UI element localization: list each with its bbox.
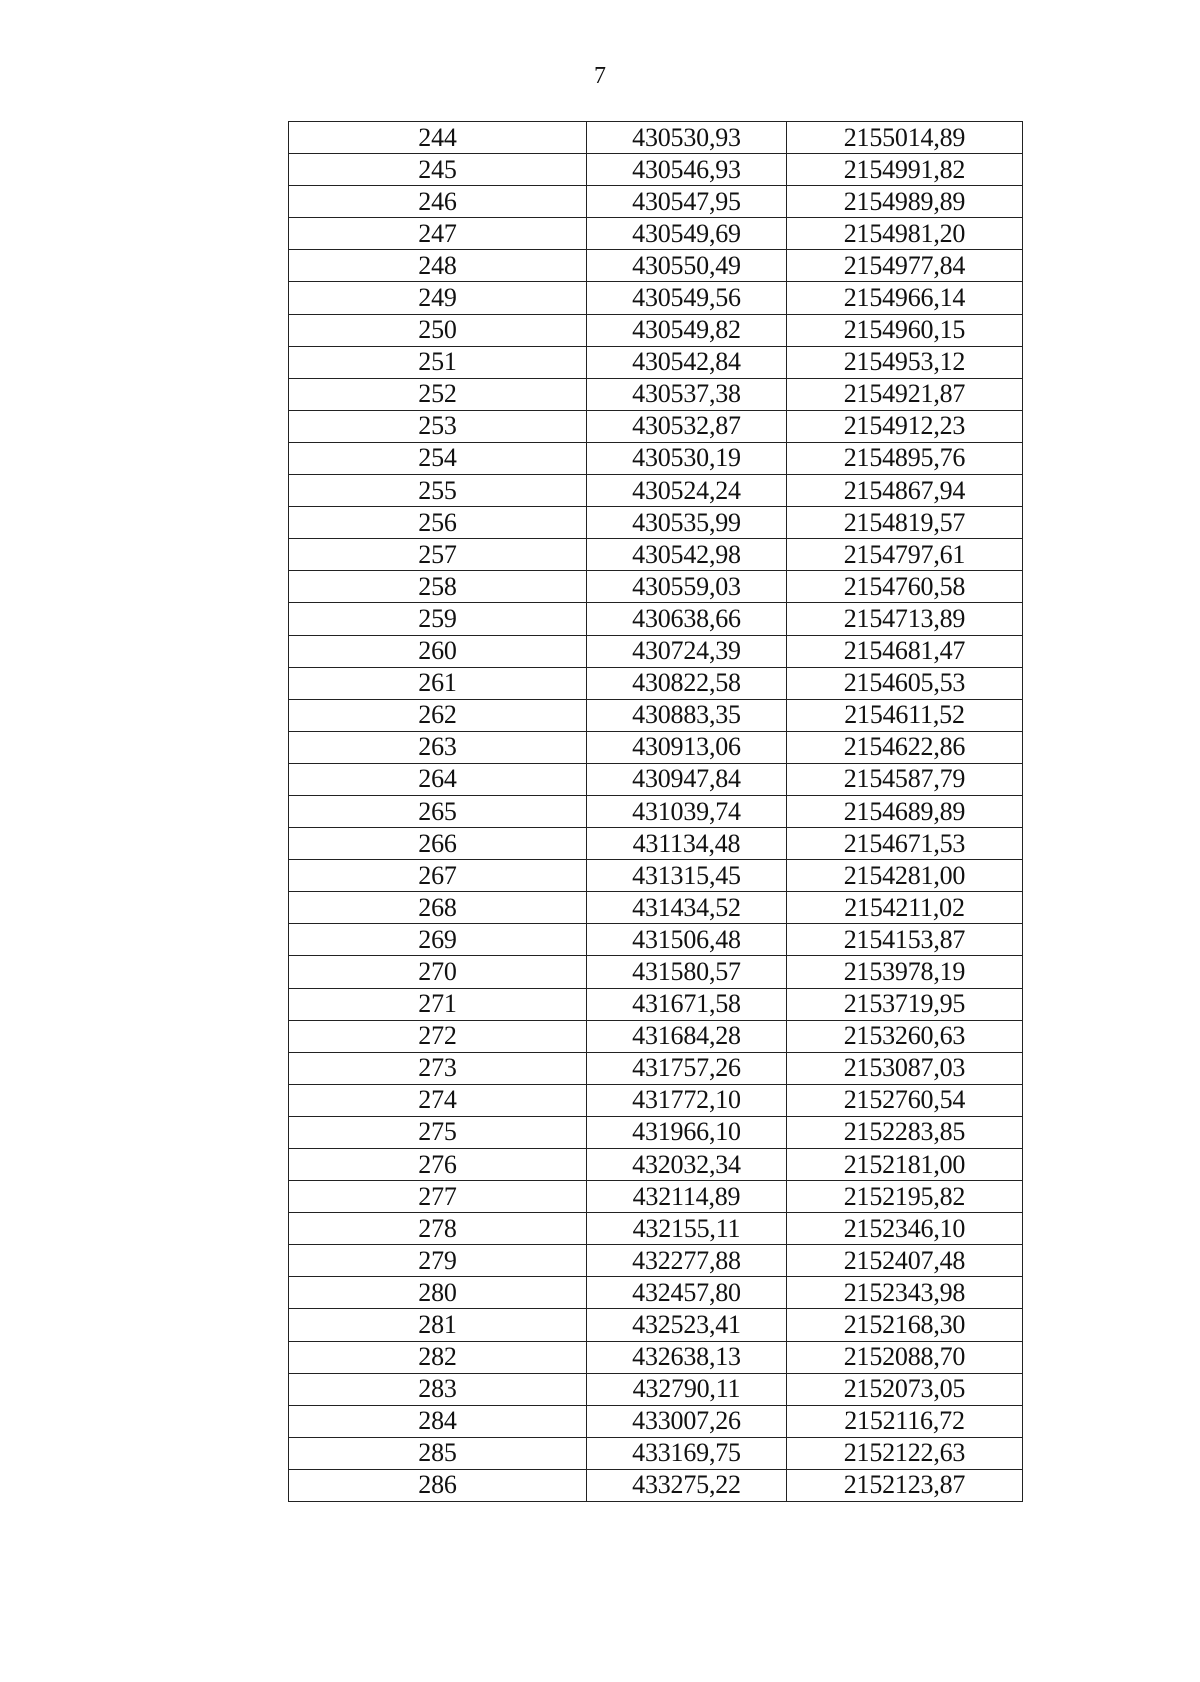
x-coordinate-cell: 431671,58 (587, 988, 787, 1020)
y-coordinate-cell: 2153087,03 (787, 1052, 1023, 1084)
x-coordinate-cell: 431580,57 (587, 956, 787, 988)
point-number-cell: 268 (289, 892, 587, 924)
table-row (289, 250, 1023, 282)
y-coordinate-cell: 2154797,61 (787, 539, 1023, 571)
y-coordinate-cell: 2154605,53 (787, 667, 1023, 699)
table-row (289, 442, 1023, 474)
y-coordinate-cell: 2152116,72 (787, 1405, 1023, 1437)
point-number-cell: 260 (289, 635, 587, 667)
point-number-cell: 246 (289, 186, 587, 218)
point-number-cell: 263 (289, 731, 587, 763)
x-coordinate-cell: 431315,45 (587, 860, 787, 892)
point-number-cell: 275 (289, 1116, 587, 1148)
point-number-cell: 286 (289, 1469, 587, 1501)
table-row (289, 860, 1023, 892)
table-row (289, 410, 1023, 442)
y-coordinate-cell: 2154211,02 (787, 892, 1023, 924)
x-coordinate-cell: 430535,99 (587, 507, 787, 539)
y-coordinate-cell: 2154960,15 (787, 314, 1023, 346)
x-coordinate-cell: 430559,03 (587, 571, 787, 603)
point-number-cell: 259 (289, 603, 587, 635)
point-number-cell: 255 (289, 475, 587, 507)
table-row (289, 539, 1023, 571)
point-number-cell: 244 (289, 122, 587, 154)
table-row (289, 1020, 1023, 1052)
x-coordinate-cell: 432790,11 (587, 1373, 787, 1405)
table-row (289, 122, 1023, 154)
table-row (289, 186, 1023, 218)
y-coordinate-cell: 2154671,53 (787, 828, 1023, 860)
y-coordinate-cell: 2152760,54 (787, 1084, 1023, 1116)
table-row (289, 1245, 1023, 1277)
x-coordinate-cell: 432114,89 (587, 1181, 787, 1213)
point-number-cell: 277 (289, 1181, 587, 1213)
point-number-cell: 245 (289, 154, 587, 186)
x-coordinate-cell: 430822,58 (587, 667, 787, 699)
table-row (289, 1437, 1023, 1469)
y-coordinate-cell: 2154611,52 (787, 699, 1023, 731)
x-coordinate-cell: 432277,88 (587, 1245, 787, 1277)
x-coordinate-cell: 433007,26 (587, 1405, 787, 1437)
x-coordinate-cell: 430532,87 (587, 410, 787, 442)
y-coordinate-cell: 2154989,89 (787, 186, 1023, 218)
page-number: 7 (594, 63, 606, 89)
y-coordinate-cell: 2154991,82 (787, 154, 1023, 186)
x-coordinate-cell: 432638,13 (587, 1341, 787, 1373)
point-number-cell: 280 (289, 1277, 587, 1309)
table-row (289, 1469, 1023, 1501)
point-number-cell: 253 (289, 410, 587, 442)
x-coordinate-cell: 430913,06 (587, 731, 787, 763)
y-coordinate-cell: 2152168,30 (787, 1309, 1023, 1341)
x-coordinate-cell: 432155,11 (587, 1213, 787, 1245)
x-coordinate-cell: 431757,26 (587, 1052, 787, 1084)
x-coordinate-cell: 430537,38 (587, 378, 787, 410)
y-coordinate-cell: 2152073,05 (787, 1373, 1023, 1405)
y-coordinate-cell: 2153260,63 (787, 1020, 1023, 1052)
y-coordinate-cell: 2154867,94 (787, 475, 1023, 507)
y-coordinate-cell: 2152283,85 (787, 1116, 1023, 1148)
table-row (289, 699, 1023, 731)
x-coordinate-cell: 430546,93 (587, 154, 787, 186)
table-row (289, 1149, 1023, 1181)
x-coordinate-cell: 432032,34 (587, 1149, 787, 1181)
point-number-cell: 276 (289, 1149, 587, 1181)
coordinates-table-body (289, 122, 1023, 1502)
point-number-cell: 266 (289, 828, 587, 860)
point-number-cell: 262 (289, 699, 587, 731)
table-row (289, 154, 1023, 186)
table-row (289, 795, 1023, 827)
y-coordinate-cell: 2154153,87 (787, 924, 1023, 956)
y-coordinate-cell: 2152123,87 (787, 1469, 1023, 1501)
table-row (289, 314, 1023, 346)
point-number-cell: 274 (289, 1084, 587, 1116)
x-coordinate-cell: 431684,28 (587, 1020, 787, 1052)
point-number-cell: 257 (289, 539, 587, 571)
point-number-cell: 281 (289, 1309, 587, 1341)
x-coordinate-cell: 430547,95 (587, 186, 787, 218)
point-number-cell: 284 (289, 1405, 587, 1437)
point-number-cell: 251 (289, 346, 587, 378)
x-coordinate-cell: 433169,75 (587, 1437, 787, 1469)
y-coordinate-cell: 2152181,00 (787, 1149, 1023, 1181)
y-coordinate-cell: 2154953,12 (787, 346, 1023, 378)
y-coordinate-cell: 2154981,20 (787, 218, 1023, 250)
table-row (289, 763, 1023, 795)
x-coordinate-cell: 431134,48 (587, 828, 787, 860)
table-row (289, 635, 1023, 667)
x-coordinate-cell: 430724,39 (587, 635, 787, 667)
point-number-cell: 265 (289, 795, 587, 827)
table-row (289, 1116, 1023, 1148)
table-row (289, 1181, 1023, 1213)
x-coordinate-cell: 430530,93 (587, 122, 787, 154)
x-coordinate-cell: 431434,52 (587, 892, 787, 924)
table-row (289, 571, 1023, 603)
y-coordinate-cell: 2152407,48 (787, 1245, 1023, 1277)
table-row (289, 924, 1023, 956)
y-coordinate-cell: 2152346,10 (787, 1213, 1023, 1245)
table-row (289, 1084, 1023, 1116)
table-row (289, 731, 1023, 763)
table-row (289, 282, 1023, 314)
point-number-cell: 283 (289, 1373, 587, 1405)
x-coordinate-cell: 430549,56 (587, 282, 787, 314)
y-coordinate-cell: 2154819,57 (787, 507, 1023, 539)
point-number-cell: 247 (289, 218, 587, 250)
table-row (289, 1277, 1023, 1309)
y-coordinate-cell: 2154622,86 (787, 731, 1023, 763)
y-coordinate-cell: 2154912,23 (787, 410, 1023, 442)
x-coordinate-cell: 430947,84 (587, 763, 787, 795)
x-coordinate-cell: 431039,74 (587, 795, 787, 827)
x-coordinate-cell: 430542,98 (587, 539, 787, 571)
y-coordinate-cell: 2154713,89 (787, 603, 1023, 635)
table-row (289, 1373, 1023, 1405)
y-coordinate-cell: 2154681,47 (787, 635, 1023, 667)
point-number-cell: 248 (289, 250, 587, 282)
x-coordinate-cell: 433275,22 (587, 1469, 787, 1501)
x-coordinate-cell: 430542,84 (587, 346, 787, 378)
table-row (289, 1309, 1023, 1341)
point-number-cell: 279 (289, 1245, 587, 1277)
point-number-cell: 264 (289, 763, 587, 795)
point-number-cell: 271 (289, 988, 587, 1020)
point-number-cell: 250 (289, 314, 587, 346)
x-coordinate-cell: 430549,82 (587, 314, 787, 346)
y-coordinate-cell: 2154587,79 (787, 763, 1023, 795)
point-number-cell: 282 (289, 1341, 587, 1373)
coordinates-table (288, 121, 1023, 1502)
y-coordinate-cell: 2153719,95 (787, 988, 1023, 1020)
table-row (289, 346, 1023, 378)
y-coordinate-cell: 2154966,14 (787, 282, 1023, 314)
y-coordinate-cell: 2152122,63 (787, 1437, 1023, 1469)
point-number-cell: 249 (289, 282, 587, 314)
table-row (289, 507, 1023, 539)
y-coordinate-cell: 2154977,84 (787, 250, 1023, 282)
x-coordinate-cell: 430524,24 (587, 475, 787, 507)
point-number-cell: 252 (289, 378, 587, 410)
x-coordinate-cell: 430883,35 (587, 699, 787, 731)
y-coordinate-cell: 2154895,76 (787, 442, 1023, 474)
table-row (289, 603, 1023, 635)
table-row (289, 667, 1023, 699)
y-coordinate-cell: 2154760,58 (787, 571, 1023, 603)
table-row (289, 892, 1023, 924)
y-coordinate-cell: 2154689,89 (787, 795, 1023, 827)
point-number-cell: 272 (289, 1020, 587, 1052)
x-coordinate-cell: 430550,49 (587, 250, 787, 282)
table-row (289, 828, 1023, 860)
table-row (289, 475, 1023, 507)
y-coordinate-cell: 2155014,89 (787, 122, 1023, 154)
table-row (289, 1052, 1023, 1084)
x-coordinate-cell: 431506,48 (587, 924, 787, 956)
y-coordinate-cell: 2154281,00 (787, 860, 1023, 892)
table-row (289, 1213, 1023, 1245)
point-number-cell: 256 (289, 507, 587, 539)
y-coordinate-cell: 2152343,98 (787, 1277, 1023, 1309)
point-number-cell: 258 (289, 571, 587, 603)
point-number-cell: 278 (289, 1213, 587, 1245)
table-row (289, 956, 1023, 988)
point-number-cell: 267 (289, 860, 587, 892)
x-coordinate-cell: 432457,80 (587, 1277, 787, 1309)
x-coordinate-cell: 430638,66 (587, 603, 787, 635)
y-coordinate-cell: 2152088,70 (787, 1341, 1023, 1373)
point-number-cell: 285 (289, 1437, 587, 1469)
table-row (289, 988, 1023, 1020)
x-coordinate-cell: 430549,69 (587, 218, 787, 250)
table-row (289, 218, 1023, 250)
point-number-cell: 270 (289, 956, 587, 988)
point-number-cell: 273 (289, 1052, 587, 1084)
y-coordinate-cell: 2152195,82 (787, 1181, 1023, 1213)
table-row (289, 1405, 1023, 1437)
x-coordinate-cell: 431772,10 (587, 1084, 787, 1116)
table-row (289, 1341, 1023, 1373)
table-row (289, 378, 1023, 410)
y-coordinate-cell: 2153978,19 (787, 956, 1023, 988)
point-number-cell: 254 (289, 442, 587, 474)
point-number-cell: 261 (289, 667, 587, 699)
y-coordinate-cell: 2154921,87 (787, 378, 1023, 410)
point-number-cell: 269 (289, 924, 587, 956)
x-coordinate-cell: 431966,10 (587, 1116, 787, 1148)
x-coordinate-cell: 432523,41 (587, 1309, 787, 1341)
x-coordinate-cell: 430530,19 (587, 442, 787, 474)
